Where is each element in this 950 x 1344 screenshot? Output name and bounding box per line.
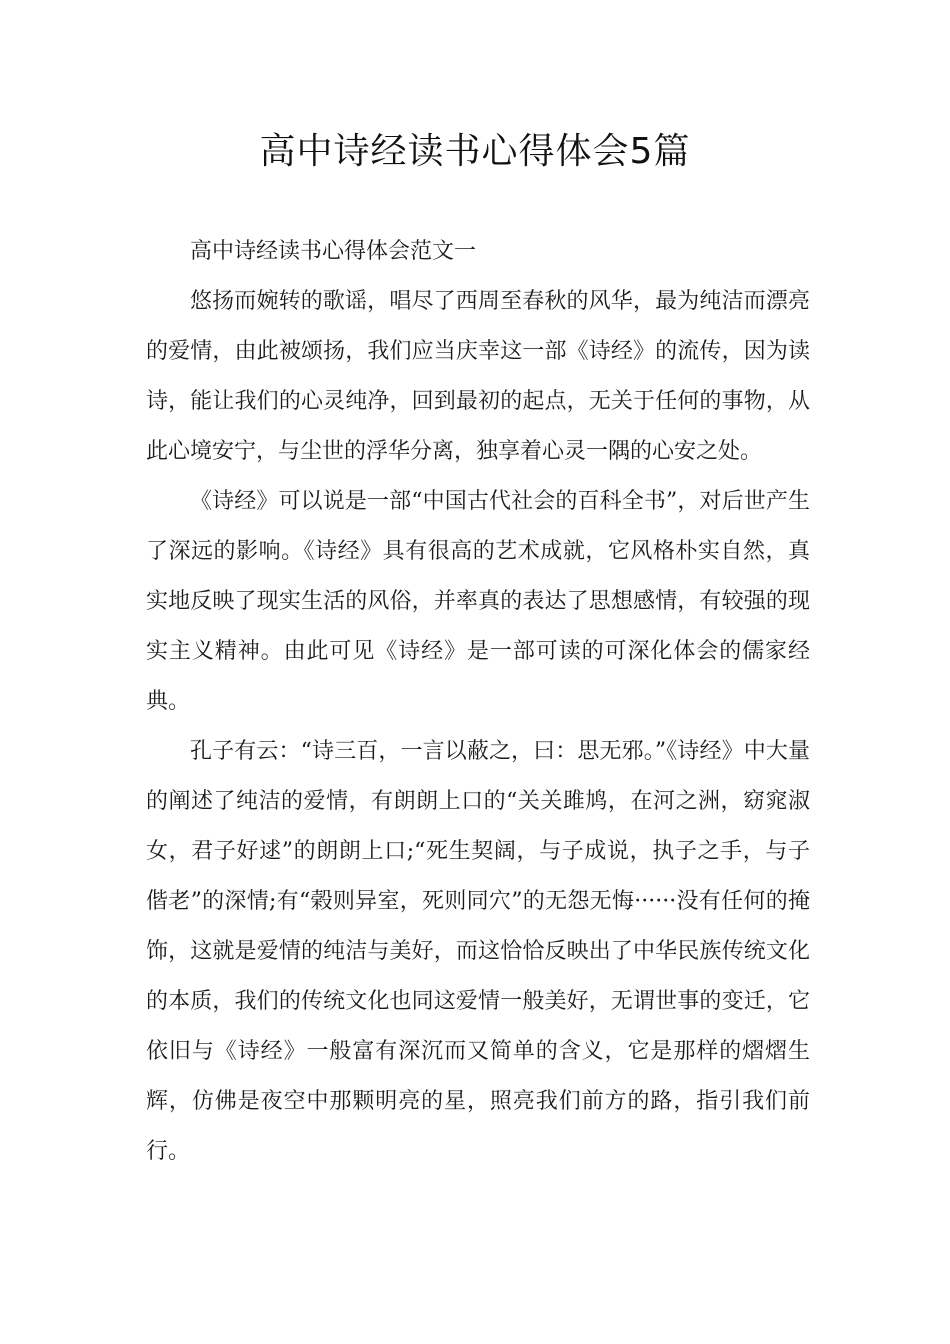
paragraph-2: 《诗经》可以说是一部“中国古代社会的百科全书”，对后世产生了深远的影响。《诗经》具有很高的艺术成就，它风格朴实自然，真实地反映了现实生活的风俗，并率真的表达了思想感情，有较强的现实主义精神。由此可见《诗经》是一部可读的可深化体会的儒家经典。: [146, 489, 810, 714]
paragraph-1: 悠扬而婉转的歌谣，唱尽了西周至春秋的风华，最为纯洁而漂亮的爱情，由此被颂扬，我们应当庆幸这一部《诗经》的流传，因为读诗，能让我们的心灵纯净，回到最初的起点，无关于任何的事物，从此心境安宁，与尘世的浮华分离，独享着心灵一隅的心安之处。: [146, 289, 810, 464]
document-title: 高中诗经读书心得体会5篇: [259, 131, 691, 172]
paragraph-3: 孔子有云：“诗三百，一言以蔽之，曰：思无邪。”《诗经》中大量的阐述了纯洁的爱情，有朗朗上口的“关关雎鸠，在河之洲，窈窕淑女，君子好逑”的朗朗上口;“死生契阔，与子成说，执子之手，与子偕老”的深情;有“榖则异室，死则同穴”的无怨无悔······没有任何的掩饰，这就是爱情的纯洁与美好，而这恰恰反映出了中华民族传统文化的本质，我们的传统文化也同这爱情一般美好，无谓世事的变迁，它依旧与《诗经》一般富有深沉而又简单的含义，它是那样的熠熠生辉，仿佛是夜空中那颗明亮的星，照亮我们前方的路，指引我们前行。: [146, 739, 810, 1164]
document-body: [146, 227, 810, 1177]
section-heading: 高中诗经读书心得体会范文一: [190, 239, 477, 264]
